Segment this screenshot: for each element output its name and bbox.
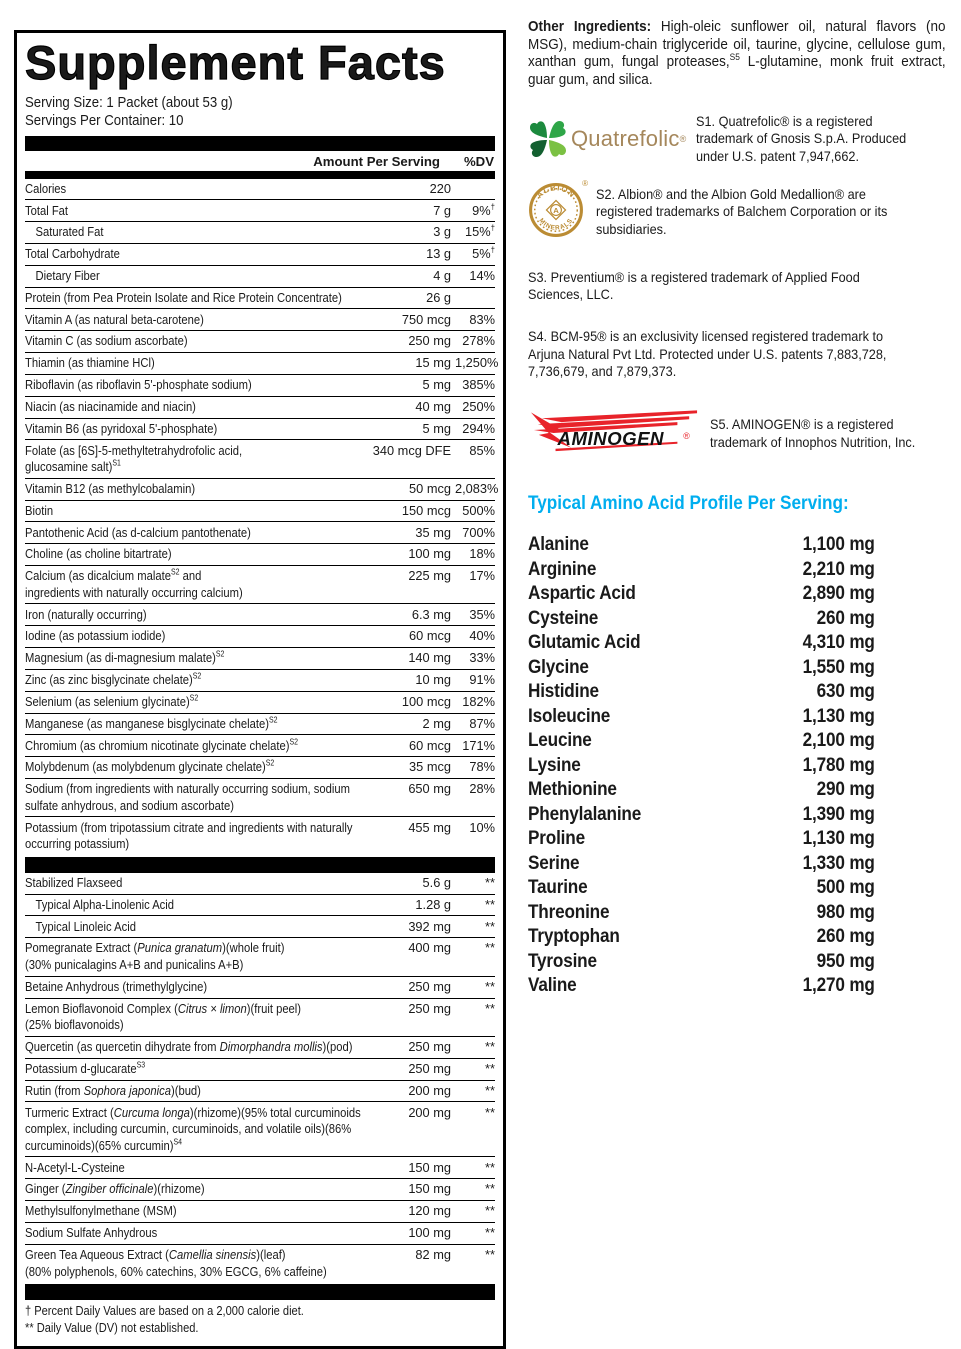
row-amount: 5 mg [422,420,451,436]
row-amount: 340 mcg DFE [372,442,451,458]
row-amount: 150 mcg [401,502,451,518]
row-dv: 40% [469,628,495,644]
row-name: Folate (as [6S]-5-methyltetrahydrofolic acid, glucosamine salt)$^{S1}$ [25,442,243,475]
albion-bottom-text: MINERALS [537,216,575,232]
amino-acid-name: Serine [528,851,580,874]
row-amount: 6.3 mg [411,606,451,622]
row-amount: 100 mg [408,1225,451,1241]
table-row [25,1178,495,1200]
amino-acid-name: Isoleucine [528,704,611,727]
trademark-s5-text: S5. AMINOGEN® is a registered trademark of Innophos Nutrition, Inc. [710,416,916,450]
amino-acid-amount: 1,550 mg [802,655,875,678]
amino-acid-amount: 1,100 mg [802,533,875,555]
row-amount: 40 mg [415,398,451,414]
amino-acid-amount: 1,130 mg [802,704,875,727]
row-amount: 392 mg [408,918,451,934]
trademark-s1-text: S1. Quatrefolic® is a registered trademark of Gnosis S.p.A. Produced under U.S. patent 7,947,662. [696,113,907,165]
row-name: Manganese (as manganese bisglycinate chelate)$^{S2}$ [25,715,278,731]
row-name: Calories [25,180,67,196]
row-amount: 200 mg [408,1104,451,1120]
row-amount: 13 g [426,246,451,262]
row-name: Calcium (as dicalcium malate$^{S2}$ and ingredients with naturally occurring calcium) [25,567,243,600]
amino-acid-list [528,532,875,998]
row-dv: ** [485,918,495,934]
row-name: Vitamin C (as sodium ascorbate) [25,333,188,349]
row-name: Potassium d-glucarate$^{S3}$ [25,1060,146,1076]
row-dv: ** [485,875,495,891]
amino-acid-name: Glutamic Acid [528,631,641,653]
row-dv: ** [485,896,495,912]
row-dv: 35% [469,606,495,622]
row-amount: 50 mcg [409,480,451,496]
row-amount: 250 mg [408,333,451,349]
amino-acid-row [528,753,875,778]
table-row [25,915,495,937]
row-dv: 9%† [472,202,495,218]
row-dv: ** [485,1104,495,1120]
row-amount: 26 g [426,289,451,305]
row-amount: 4 g [433,268,451,284]
amino-acid-amount: 2,890 mg [802,582,875,604]
row-dv: 700% [462,524,495,540]
amino-acid-row [528,606,875,631]
row-dv: 18% [469,546,495,562]
table-row [25,439,495,477]
row-name: Dietary Fiber [35,268,100,284]
row-name: Ginger (Zingiber officinale)(rhizome) [25,1181,205,1197]
row-dv: 15%† [464,224,495,240]
table-row [25,625,495,647]
row-name: Turmeric Extract (Curcuma longa)(rhizome)(95% total curcuminoids complex, including curcumin, curcuminoids, and volatile oils)(86% curcuminoids)(65% curcumin)$^{S4}$ [25,1104,361,1153]
amino-acid-row [528,532,875,557]
row-dv: ** [485,978,495,994]
row-name: Sodium Sulfate Anhydrous [25,1225,158,1241]
table-row [25,603,495,625]
row-name: Rutin (from Sophora japonica)(bud) [25,1082,201,1098]
row-dv: ** [485,1039,495,1055]
footnotes [25,1300,495,1338]
row-dv: 10% [469,819,495,835]
row-name: Choline (as choline bitartrate) [25,546,172,562]
amino-acid-amount: 1,130 mg [802,827,875,849]
servings-per-container-line: Servings Per Container: 10 [25,112,184,130]
table-row [25,734,495,756]
row-dv: 500% [462,502,495,518]
table-row [25,816,495,854]
row-name: Iron (naturally occurring) [25,606,147,622]
row-name: Saturated Fat [35,224,104,240]
amino-acid-amount: 290 mg [816,778,875,800]
table-row [25,998,495,1036]
row-dv: 278% [462,333,495,349]
row-name: Riboflavin (as riboflavin 5'-phosphate sodium) [25,377,252,393]
row-name: Selenium (as selenium glycinate)$^{S2}$ [25,693,199,709]
amino-acid-row [528,973,875,998]
row-dv: 385% [462,377,495,393]
table-row [25,521,495,543]
amino-acid-row [528,728,875,753]
amino-acid-name: Tyrosine [528,949,597,972]
row-dv: 85% [469,442,495,458]
row-name: Typical Linoleic Acid [35,918,136,934]
registered-mark-icon: ® [679,134,687,145]
amino-acid-name: Alanine [528,533,589,555]
row-dv: ** [485,940,495,956]
row-name: Total Carbohydrate [25,246,120,262]
amino-acid-row [528,802,875,827]
row-name: Vitamin A (as natural beta-carotene) [25,311,204,327]
row-name: Stabilized Flaxseed [25,875,123,891]
amino-acid-amount: 260 mg [816,925,875,947]
row-amount: 225 mg [408,568,451,584]
column-header-row [25,151,495,171]
table-row [25,396,495,418]
amino-acid-amount: 630 mg [816,680,875,702]
amino-acid-name: Proline [528,827,585,849]
row-dv: 17% [469,568,495,584]
nutrient-table [25,179,499,855]
row-dv: 182% [462,693,495,709]
registered-mark-icon: ® [582,178,588,188]
table-row [25,565,495,603]
row-amount: 3 g [433,224,451,240]
section-bar-top [25,136,495,151]
row-name: Thiamin (as thiamine HCl) [25,355,155,371]
row-name: Niacin (as niacinamide and niacin) [25,398,196,414]
table-row [25,1222,495,1244]
trademark-s2-text: S2. Albion® and the Albion Gold Medallion® are registered trademarks of Balchem Corporation or its subsidiaries. [596,186,888,238]
row-name: Molybdenum (as molybdenum glycinate chelate)$^{S2}$ [25,759,275,775]
row-dv: 250% [462,398,495,414]
column-header-amount: Amount Per Serving [313,153,440,169]
amino-acid-row [528,630,875,655]
amino-acid-name: Phenylalanine [528,802,642,825]
albion-top-text: ALBION [534,182,578,200]
amino-acid-name: Lysine [528,753,581,776]
table-row [25,179,495,200]
row-amount: 120 mg [408,1203,451,1219]
row-name: Pomegranate Extract (Punica granatum)(whole fruit) (30% punicalagins A+B and punicalins A+B) [25,940,285,973]
row-name: Betaine Anhydrous (trimethylglycine) [25,978,208,994]
row-dv: ** [485,1060,495,1076]
row-amount: 750 mcg [401,311,451,327]
table-row [25,352,499,374]
amino-acid-row [528,704,875,729]
row-amount: 220 [429,180,451,196]
row-amount: 2 mg [422,715,451,731]
amino-acid-amount: 2,210 mg [802,557,875,580]
row-amount: 35 mg [415,524,451,540]
quatrefolic-logo [528,119,686,159]
row-name: Iodine (as potassium iodide) [25,628,166,644]
section-bar-under-header [25,171,495,179]
albion-medallion-icon [528,182,584,238]
row-dv: ** [485,1225,495,1241]
row-name: Total Fat [25,202,69,218]
row-name: Quercetin (as quercetin dihydrate from Dimorphandra mollis)(pod) [25,1039,353,1055]
albion-center-letter: A [553,205,559,215]
table-row [25,778,495,816]
amino-acid-amount: 980 mg [816,900,875,923]
amino-acid-amount: 260 mg [816,606,875,629]
row-dv: 33% [469,650,495,666]
row-dv: 1,250% [455,355,499,371]
row-name: Chromium (as chromium nicotinate glycinate chelate)$^{S2}$ [25,737,298,753]
row-amount: 250 mg [408,1039,451,1055]
row-name: Vitamin B12 (as methylcobalamin) [25,480,196,496]
amino-profile-heading: Typical Amino Acid Profile Per Serving: [528,492,849,514]
table-row [25,691,495,713]
row-dv: ** [485,1203,495,1219]
row-name: Zinc (as zinc bisglycinate chelate)$^{S2}$ [25,671,202,688]
table-row [25,1058,495,1080]
row-amount: 150 mg [408,1181,451,1197]
svg-text:ALBION [535,183,577,200]
row-amount: 82 mg [415,1246,451,1262]
amino-acid-row [528,557,875,582]
table-row [25,221,495,243]
row-amount: 200 mg [408,1082,451,1098]
footnote-line: ** Daily Value (DV) not established. [25,1321,199,1336]
table-row [25,937,495,975]
row-dv: 294% [462,420,495,436]
trademark-s4-text: S4. BCM-95® is an exclusivity licensed registered trademark to Arjuna Natural Pvt Ltd. Protected under U.S. patents 7,883,728, 7,736,679, and 7,879,373. [528,329,887,380]
row-name: Protein (from Pea Protein Isolate and Rice Protein Concentrate) [25,289,342,305]
row-name: Lemon Bioflavonoid Complex (Citrus × limon)(fruit peel) (25% bioflavonoids) [25,1000,302,1033]
row-amount: 1.28 g [415,896,451,912]
table-row [25,713,495,735]
amino-acid-amount: 1,330 mg [802,851,875,874]
row-amount: 455 mg [408,819,451,835]
row-name: Potassium (from tripotassium citrate and ingredients with naturally occurring potassium) [25,819,353,852]
table-row [25,543,495,565]
table-row [25,287,495,309]
row-amount: 7 g [433,202,451,218]
table-row [25,756,495,778]
row-dv: 91% [469,672,495,688]
amino-acid-amount: 1,780 mg [802,753,875,776]
aminogen-wordmark: AMINOGEN [557,427,665,449]
table-row [25,374,495,396]
amino-acid-row [528,581,875,606]
row-dv: ** [485,1159,495,1175]
amino-acid-amount: 500 mg [816,876,875,898]
amino-acid-amount: 950 mg [816,949,875,972]
row-dv: 83% [469,311,495,327]
row-name: Green Tea Aqueous Extract (Camellia sinensis)(leaf) (80% polyphenols, 60% catechins, 30% EGCG, 6% caffeine) [25,1246,327,1279]
row-dv: 87% [469,715,495,731]
trademark-note-s4 [528,328,946,381]
row-amount: 5.6 g [422,875,451,891]
row-amount: 60 mcg [409,737,451,753]
row-dv: ** [485,1246,495,1262]
row-amount: 400 mg [408,940,451,956]
row-name: Magnesium (as di-magnesium malate)$^{S2}$ [25,650,225,666]
quatrefolic-wordmark: Quatrefolic [571,126,680,152]
amino-acid-amount: 2,100 mg [802,729,875,751]
row-name: Pantothenic Acid (as d-calcium pantothenate) [25,524,251,540]
clover-icon [528,119,568,159]
amino-acid-name: Histidine [528,680,599,702]
table-row [25,308,495,330]
amino-acid-name: Arginine [528,557,597,580]
row-amount: 60 mcg [409,628,451,644]
row-amount: 35 mcg [409,759,451,775]
row-name: Vitamin B6 (as pyridoxal 5'-phosphate) [25,420,218,436]
row-amount: 100 mcg [401,693,451,709]
amino-acid-row [528,900,875,925]
row-dv: 78% [469,759,495,775]
serving-size-line: Serving Size: 1 Packet (about 53 g) [25,94,233,111]
amino-acid-row [528,851,875,876]
amino-acid-row [528,777,875,802]
row-amount: 10 mg [415,672,451,688]
registered-mark-icon: ® [683,430,690,441]
table-row [25,647,495,669]
row-amount: 650 mg [408,781,451,797]
trademark-note-s3 [528,269,946,304]
row-name: Sodium (from ingredients with naturally occurring sodium, sodium sulfate anhydrous, and sodium ascorbate) [25,781,350,813]
table-row [25,1036,495,1058]
row-name: N-Acetyl-L-Cysteine [25,1159,125,1175]
amino-acid-row [528,924,875,949]
row-amount: 100 mg [408,546,451,562]
table-row [25,265,495,287]
amino-acid-name: Tryptophan [528,925,620,947]
row-dv: 28% [469,781,495,797]
row-dv: ** [485,1082,495,1098]
table-row [25,873,495,894]
amino-acid-row [528,655,875,680]
amino-acid-name: Methionine [528,778,617,800]
table-row [25,1080,495,1102]
amino-acid-amount: 1,270 mg [802,974,875,996]
amino-acid-row [528,949,875,974]
trademark-s3-text: S3. Preventium® is a registered trademark of Applied Food Sciences, LLC. [528,269,860,303]
table-row [25,894,495,916]
amino-acid-name: Valine [528,974,577,996]
right-column [528,18,946,998]
other-ingredients-paragraph: Other Ingredients: High-oleic sunflower oil, natural flavors (no MSG), medium-chain triglyceride oil, taurine, glycine, cellulose gum, xanthan gum, fungal proteases,$^{S5}$ L-glutamine, monk fruit extract, guar gum, and silica. [528,18,946,89]
table-row [25,1156,495,1178]
supplement-facts-panel [14,30,506,1349]
trademark-note-s2 [528,178,946,243]
trademark-note-s1 [528,113,946,166]
row-dv: ** [485,1000,495,1016]
row-amount: 250 mg [408,978,451,994]
amino-acid-amount: 1,390 mg [802,802,875,825]
row-dv: 5%† [472,245,495,262]
table-row [25,478,499,500]
amino-acid-name: Aspartic Acid [528,582,636,604]
table-row [25,243,495,265]
aminogen-speed-icon [528,409,700,453]
row-amount: 15 mg [415,355,451,371]
row-amount: 250 mg [408,1000,451,1016]
section-bar-bottom [25,1284,495,1300]
row-amount: 250 mg [408,1060,451,1076]
row-dv: 171% [462,737,495,753]
row-dv: 14% [469,268,495,284]
trademark-note-s5 [528,409,946,458]
row-name: Typical Alpha-Linolenic Acid [35,896,175,912]
section-bar-middle [25,857,495,873]
amino-acid-name: Cysteine [528,606,599,629]
column-header-dv: %DV [463,153,494,169]
amino-acid-amount: 4,310 mg [802,631,875,653]
footnote-line: † Percent Daily Values are based on a 2,000 calorie diet. [25,1304,304,1319]
albion-gold-medallion-logo [528,178,588,243]
table-row [25,976,495,998]
table-row [25,199,495,221]
row-amount: 5 mg [422,377,451,393]
row-name: Methylsulfonylmethane (MSM) [25,1203,177,1219]
amino-acid-row [528,875,875,900]
row-amount: 140 mg [408,650,451,666]
aminogen-logo [528,409,700,458]
table-row [25,1244,495,1282]
botanical-table [25,873,495,1282]
amino-acid-row [528,679,875,704]
row-dv: 2,083% [455,480,499,496]
panel-title: Supplement Facts [25,36,446,89]
row-dv: ** [485,1181,495,1197]
row-amount: 150 mg [408,1159,451,1175]
table-row [25,1200,495,1222]
amino-acid-row [528,826,875,851]
table-row [25,418,495,440]
amino-acid-name: Taurine [528,876,588,898]
table-row [25,330,495,352]
table-row [25,500,495,522]
amino-acid-name: Threonine [528,900,610,923]
table-row [25,1101,495,1156]
row-name: Biotin [25,502,54,518]
amino-acid-name: Glycine [528,655,589,678]
amino-acid-name: Leucine [528,729,592,751]
table-row [25,669,495,691]
